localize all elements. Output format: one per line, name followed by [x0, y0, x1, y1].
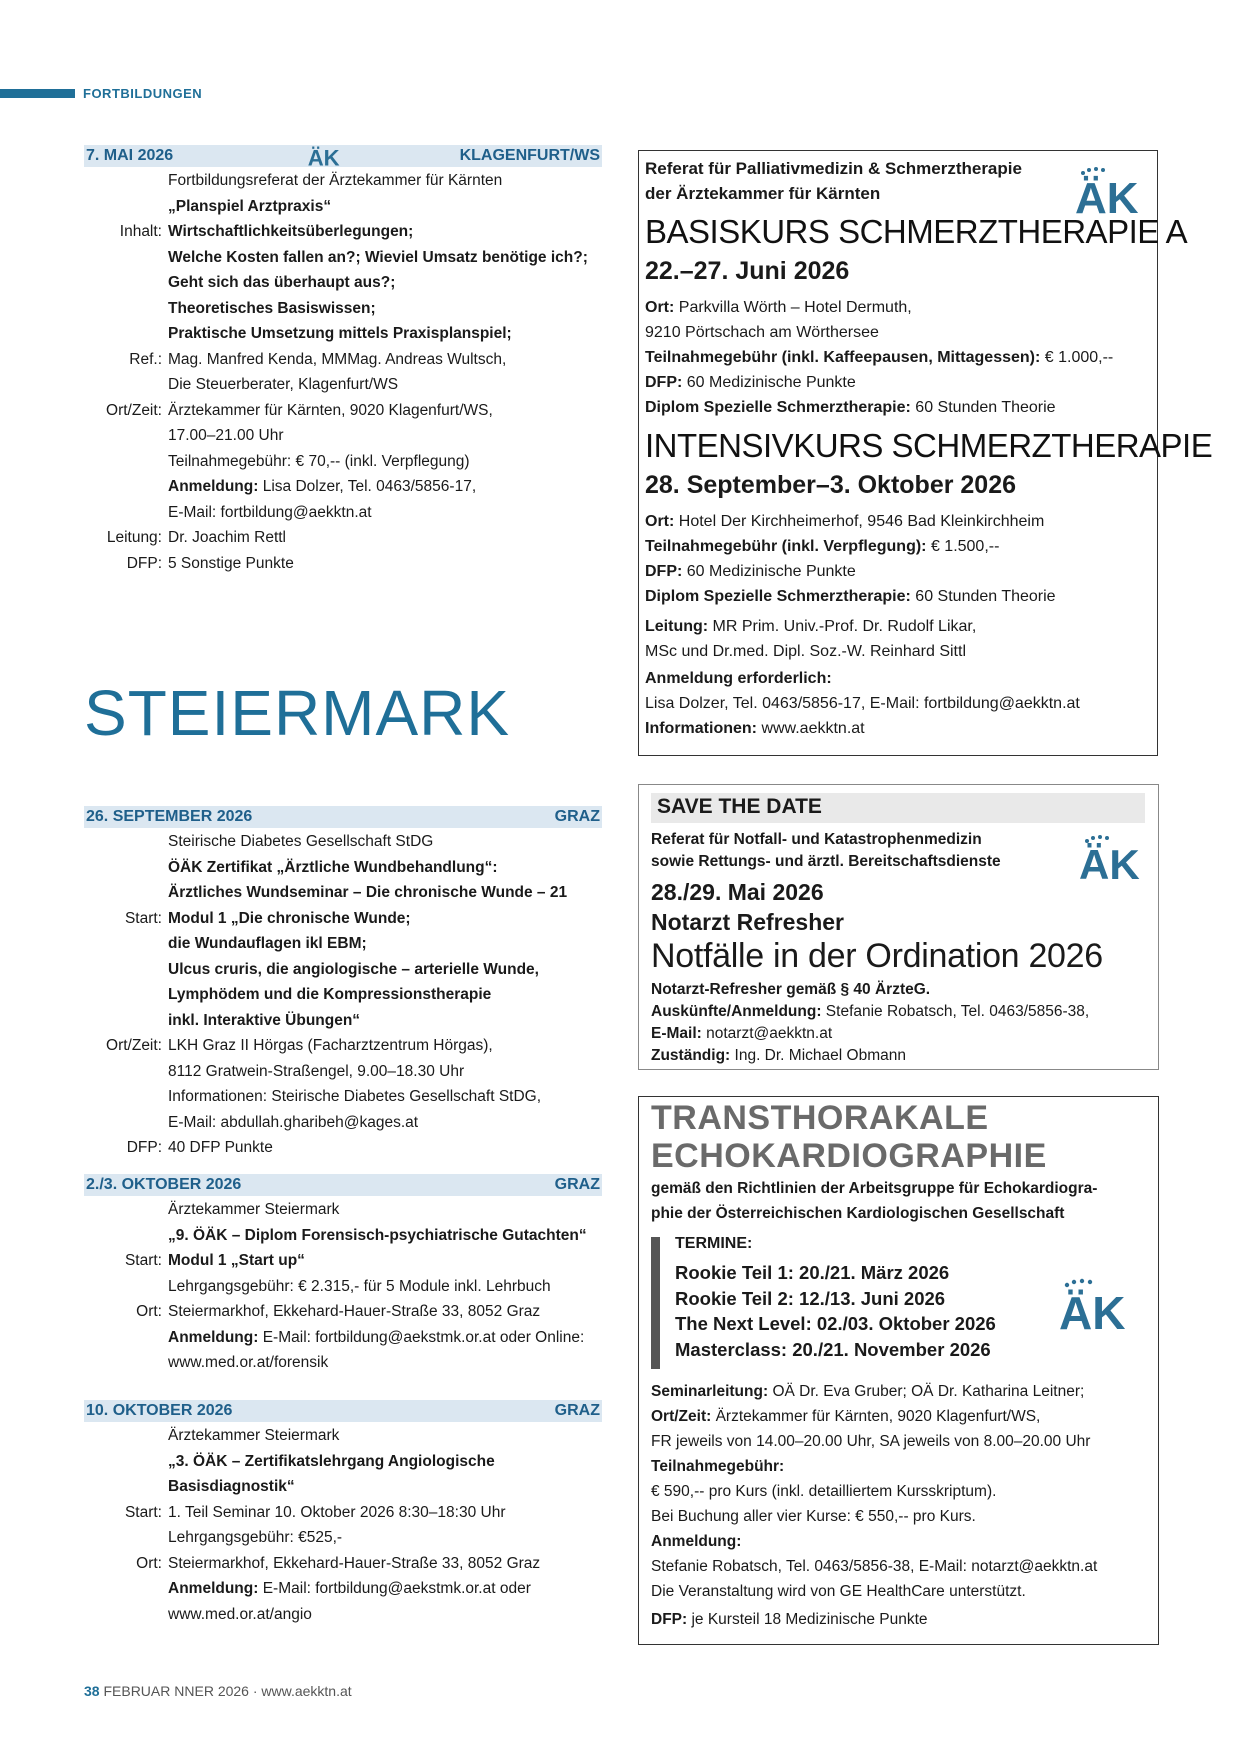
subtitle-line1: gemäß den Richtlinien der Arbeitsgruppe für Echokardiogra-	[651, 1180, 1098, 1197]
event-date: 28./29. Mai 2026	[651, 879, 824, 905]
detail-label	[84, 1008, 168, 1034]
detail-label	[84, 372, 168, 398]
detail-value: Steiermarkhof, Ekkehard-Hauer-Straße 33, 8052 Graz	[168, 1303, 541, 1320]
detail-value: ÖÄK Zertifikat „Ärztliche Wundbehandlung“:	[168, 858, 498, 876]
detail-label	[84, 423, 168, 449]
detail-row	[84, 982, 604, 1008]
diplom-intensiv: Diplom Spezielle Schmerztherapie: 60 Stunden Theorie	[645, 588, 1056, 605]
termin-item: Masterclass: 20./21. November 2026	[675, 1338, 991, 1360]
refresher-note: Notarzt-Refresher gemäß § 40 ÄrzteG.	[651, 981, 931, 998]
aek-logo-icon	[1055, 1277, 1129, 1333]
detail-row	[84, 423, 604, 449]
detail-value: 40 DFP Punkte	[168, 1139, 273, 1156]
anmeldung-label: Anmeldung:	[651, 1533, 742, 1550]
event-date: 7. MAI 2026	[86, 147, 174, 164]
detail-value: Anmeldung: Lisa Dolzer, Tel. 0463/5856-17,	[168, 478, 477, 495]
detail-row	[84, 1551, 604, 1577]
course-title-intensiv: INTENSIVKURS SCHMERZTHERAPIE	[645, 427, 1213, 464]
event-header-2	[84, 1174, 602, 1196]
page-number: 38	[84, 1683, 100, 1699]
detail-value: Ärztliches Wundseminar – Die chronische Wunde – 21	[168, 884, 568, 901]
detail-row	[84, 1274, 604, 1300]
detail-row	[84, 372, 604, 398]
detail-value: Praktische Umsetzung mittels Praxisplanspiel;	[168, 325, 512, 342]
detail-label	[84, 931, 168, 957]
detail-label	[84, 1110, 168, 1136]
echokardiographie-box	[638, 1096, 1159, 1645]
detail-label: Start:	[124, 909, 162, 927]
detail-label	[84, 1059, 168, 1085]
fee-label: Teilnahmegebühr:	[651, 1458, 785, 1475]
leitung-line2: MSc und Dr.med. Dipl. Soz.-W. Reinhard Sittl	[645, 643, 966, 660]
detail-row	[84, 449, 604, 475]
detail-value: Steirische Diabetes Gesellschaft StDG	[168, 833, 434, 850]
detail-value: Fortbildungsreferat der Ärztekammer für Kärnten	[168, 172, 503, 189]
detail-label	[84, 829, 168, 855]
detail-label	[84, 1223, 168, 1249]
detail-row	[84, 398, 604, 424]
event-details-1	[84, 829, 604, 1161]
detail-row	[84, 1008, 604, 1034]
detail-value: Anmeldung: E-Mail: fortbildung@aekstmk.or.at oder Online:	[168, 1328, 585, 1346]
detail-label	[84, 270, 168, 296]
detail-row	[84, 1525, 604, 1551]
fee-basis: Teilnahmegebühr (inkl. Kaffeepausen, Mittagessen): € 1.000,--	[645, 349, 1114, 366]
detail-label: DFP:	[126, 1139, 162, 1156]
termine-label: TERMINE:	[675, 1235, 753, 1252]
detail-value: LKH Graz II Hörgas (Facharztzentrum Hörgas),	[168, 1037, 493, 1054]
detail-label	[84, 1350, 168, 1376]
email: E-Mail: notarzt@aekktn.at	[651, 1025, 833, 1042]
detail-label	[84, 1274, 168, 1300]
detail-row	[84, 194, 604, 220]
save-the-date-banner: SAVE THE DATE	[651, 793, 1145, 823]
seminarleitung: Seminarleitung: OÄ Dr. Eva Gruber; OÄ Dr. Katharina Leitner;	[651, 1383, 1085, 1400]
event-details-kaernten	[84, 168, 604, 576]
detail-value: Ärztekammer Steiermark	[168, 1201, 340, 1218]
detail-row	[84, 1350, 604, 1376]
detail-label	[84, 296, 168, 322]
detail-label	[84, 1602, 168, 1628]
org-line-1: Referat für Notfall- und Katastrophenmedizin	[651, 831, 982, 848]
detail-label	[84, 880, 168, 906]
informationen: Informationen: www.aekktn.at	[645, 720, 865, 737]
leitung: Leitung: MR Prim. Univ.-Prof. Dr. Rudolf Likar,	[645, 618, 977, 635]
detail-row	[84, 1248, 604, 1274]
termin-item: Rookie Teil 1: 20./21. März 2026	[675, 1262, 950, 1283]
detail-row	[84, 1576, 604, 1602]
detail-value: „3. ÖÄK – Zertifikatslehrgang Angiologische	[168, 1452, 495, 1470]
sponsor-note: Die Veranstaltung wird von GE HealthCare unterstützt.	[651, 1583, 1026, 1600]
detail-label: Ort/Zeit:	[106, 401, 162, 419]
ort-basis-line2: 9210 Pörtschach am Wörthersee	[645, 324, 879, 341]
region-title: STEIERMARK	[84, 677, 511, 749]
detail-label	[84, 194, 168, 220]
detail-label: Start:	[124, 1252, 162, 1269]
event-city: GRAZ	[554, 808, 600, 825]
detail-value: E-Mail: fortbildung@aekktn.at	[168, 503, 372, 521]
detail-row	[84, 168, 604, 194]
svg-text:ÄK: ÄK	[1079, 841, 1140, 883]
detail-row	[84, 1602, 604, 1628]
aek-logo-icon	[1075, 833, 1141, 883]
ort-zeit-line2: FR jeweils von 14.00–20.00 Uhr, SA jeweils von 8.00–20.00 Uhr	[651, 1433, 1091, 1450]
detail-row	[84, 474, 604, 500]
svg-text:ÄK: ÄK	[1059, 1287, 1126, 1333]
detail-value: die Wundauflagen ikl EBM;	[168, 935, 367, 952]
detail-row	[84, 1325, 604, 1351]
detail-row	[84, 855, 604, 881]
detail-value: 1. Teil Seminar 10. Oktober 2026 8:30–18:30 Uhr	[168, 1503, 506, 1521]
detail-value: Anmeldung: E-Mail: fortbildung@aekstmk.or.at oder	[168, 1580, 531, 1597]
detail-row	[84, 347, 604, 373]
detail-row	[84, 1423, 604, 1449]
org-line-2: der Ärztekammer für Kärnten	[645, 184, 881, 203]
course-date-intensiv: 28. September–3. Oktober 2026	[645, 471, 1017, 499]
footer-text: FEBRUAR NNER 2026 · www.aekktn.at	[99, 1683, 352, 1699]
termin-item: Rookie Teil 2: 12./13. Juni 2026	[675, 1287, 946, 1309]
detail-value: Modul 1 „Die chronische Wunde;	[168, 909, 411, 927]
detail-row	[84, 829, 604, 855]
detail-value: E-Mail: abdullah.gharibeh@kages.at	[168, 1113, 419, 1131]
detail-label	[84, 321, 168, 347]
detail-value: Ulcus cruris, die angiologische – arterielle Wunde,	[168, 960, 539, 978]
detail-value: Lehrgangsgebühr: €525,-	[168, 1529, 343, 1546]
page-footer	[84, 1683, 352, 1699]
detail-value: Ärztekammer Steiermark	[168, 1427, 340, 1444]
zustaendig: Zuständig: Ing. Dr. Michael Obmann	[651, 1047, 906, 1064]
event-details-3	[84, 1423, 604, 1627]
detail-row	[84, 906, 604, 932]
dfp: DFP: je Kursteil 18 Medizinische Punkte	[651, 1611, 928, 1628]
detail-value: Steiermarkhof, Ekkehard-Hauer-Straße 33, 8052 Graz	[168, 1554, 541, 1572]
detail-label: Ort/Zeit:	[106, 1037, 162, 1054]
schmerztherapie-box	[638, 150, 1213, 756]
event-date: 26. SEPTEMBER 2026	[86, 808, 253, 825]
detail-label: Ort:	[136, 1554, 162, 1572]
detail-label: Ort:	[136, 1303, 162, 1320]
detail-label	[84, 1576, 168, 1602]
event-date: 2./3. OKTOBER 2026	[86, 1176, 242, 1193]
detail-label	[84, 1325, 168, 1351]
detail-label	[84, 1474, 168, 1500]
detail-row	[84, 1299, 604, 1325]
detail-label	[84, 1197, 168, 1223]
detail-value: Mag. Manfred Kenda, MMMag. Andreas Wultsch,	[168, 350, 507, 368]
detail-row	[84, 296, 604, 322]
detail-value: 17.00–21.00 Uhr	[168, 427, 284, 444]
event-city: GRAZ	[554, 1176, 600, 1193]
fee-line1: € 590,-- pro Kurs (inkl. detailliertem Kursskriptum).	[651, 1483, 997, 1500]
fee-line2: Bei Buchung aller vier Kurse: € 550,-- pro Kurs.	[651, 1508, 976, 1525]
detail-value: inkl. Interaktive Übungen“	[168, 1011, 361, 1029]
aek-logo-icon	[306, 143, 340, 169]
event-details-2	[84, 1197, 604, 1376]
detail-row	[84, 1059, 604, 1085]
detail-label: DFP:	[126, 554, 162, 572]
detail-label	[84, 957, 168, 983]
detail-row	[84, 1110, 604, 1136]
org-line-2: sowie Rettungs- und ärztl. Bereitschaftsdienste	[651, 853, 1001, 870]
detail-row	[84, 525, 604, 551]
save-the-date-box	[638, 784, 1159, 1070]
detail-label	[84, 855, 168, 881]
detail-value: Lehrgangsgebühr: € 2.315,- für 5 Module inkl. Lehrbuch	[168, 1277, 551, 1295]
termine-accent-bar	[651, 1237, 660, 1369]
detail-value: 8112 Gratwein-Straßengel, 9.00–18.30 Uhr	[168, 1062, 465, 1080]
detail-row	[84, 245, 604, 271]
detail-row	[84, 1084, 604, 1110]
detail-label	[84, 982, 168, 1008]
detail-value: Geht sich das überhaupt aus?;	[168, 274, 396, 291]
detail-row	[84, 1033, 604, 1059]
detail-row	[84, 270, 604, 296]
detail-value: www.med.or.at/angio	[168, 1605, 312, 1623]
svg-text:ÄK: ÄK	[307, 145, 340, 169]
detail-label: Ref.:	[129, 350, 162, 368]
ort-basis: Ort: Parkvilla Wörth – Hotel Dermuth,	[645, 299, 912, 316]
detail-value: Ärztekammer für Kärnten, 9020 Klagenfurt/WS,	[168, 401, 493, 419]
event-city: KLAGENFURT/WS	[459, 147, 600, 164]
detail-label	[84, 474, 168, 500]
detail-value: Informationen: Steirische Diabetes Gesellschaft StDG,	[168, 1088, 542, 1105]
detail-value: Teilnahmegebühr: € 70,-- (inkl. Verpflegung)	[168, 452, 470, 470]
detail-row	[84, 219, 604, 245]
ort-intensiv: Ort: Hotel Der Kirchheimerhof, 9546 Bad Kleinkirchheim	[645, 513, 1045, 530]
detail-value: Modul 1 „Start up“	[168, 1252, 305, 1269]
detail-row	[84, 880, 604, 906]
detail-label	[84, 245, 168, 271]
detail-value: 5 Sonstige Punkte	[168, 554, 294, 572]
detail-row	[84, 1474, 604, 1500]
dfp-basis: DFP: 60 Medizinische Punkte	[645, 374, 856, 391]
detail-row	[84, 1135, 604, 1161]
detail-label	[84, 1525, 168, 1551]
anmeldung-label: Anmeldung erforderlich:	[645, 670, 832, 687]
event-header-1	[84, 806, 602, 828]
event-date: 10. OKTOBER 2026	[86, 1402, 233, 1419]
event-title: Notfälle in der Ordination 2026	[651, 937, 1103, 975]
detail-label	[84, 500, 168, 526]
event-city: GRAZ	[554, 1402, 600, 1419]
detail-value: Wirtschaftlichkeitsüberlegungen;	[168, 223, 414, 240]
auskuenfte: Auskünfte/Anmeldung: Stefanie Robatsch, Tel. 0463/5856-38,	[651, 1003, 1090, 1020]
anmeldung-contact: Stefanie Robatsch, Tel. 0463/5856-38, E-Mail: notarzt@aekktn.at	[651, 1558, 1098, 1575]
detail-value: „Planspiel Arztpraxis“	[168, 197, 332, 215]
course-title-basis: BASISKURS SCHMERZTHERAPIE A	[645, 213, 1188, 250]
diplom-basis: Diplom Spezielle Schmerztherapie: 60 Stunden Theorie	[645, 399, 1056, 416]
course-title-line1: TRANSTHORAKALE	[651, 1099, 989, 1137]
anmeldung-contact: Lisa Dolzer, Tel. 0463/5856-17, E-Mail: fortbildung@aekktn.at	[645, 695, 1080, 712]
subtitle-line2: phie der Österreichischen Kardiologischen Gesellschaft	[651, 1205, 1065, 1222]
aek-logo-icon	[1071, 165, 1141, 217]
detail-label	[84, 168, 168, 194]
ort-zeit: Ort/Zeit: Ärztekammer für Kärnten, 9020 Klagenfurt/WS,	[651, 1408, 1041, 1425]
detail-row	[84, 931, 604, 957]
detail-row	[84, 500, 604, 526]
detail-value: www.med.or.at/forensik	[168, 1354, 329, 1371]
detail-value: Welche Kosten fallen an?; Wieviel Umsatz benötige ich?;	[168, 248, 588, 266]
detail-row	[84, 1197, 604, 1223]
detail-row	[84, 957, 604, 983]
fee-intensiv: Teilnahmegebühr (inkl. Verpflegung): € 1.500,--	[645, 538, 1000, 555]
detail-label	[84, 1423, 168, 1449]
detail-label: Start:	[124, 1503, 162, 1521]
detail-row	[84, 1500, 604, 1526]
event-header-kaernten	[84, 145, 602, 167]
course-date-basis: 22.–27. Juni 2026	[645, 257, 850, 285]
detail-value: Basisdiagnostik“	[168, 1478, 295, 1495]
section-marker-bar	[0, 89, 75, 98]
detail-label	[84, 1084, 168, 1110]
detail-value: „9. ÖÄK – Diplom Forensisch-psychiatrische Gutachten“	[168, 1226, 587, 1244]
detail-value: Theoretisches Basiswissen;	[168, 299, 376, 317]
detail-value: Die Steuerberater, Klagenfurt/WS	[168, 376, 399, 393]
detail-value: Dr. Joachim Rettl	[168, 529, 287, 546]
detail-value: Lymphödem und die Kompressionstherapie	[168, 986, 492, 1003]
termine-list	[675, 1260, 996, 1362]
detail-row	[84, 1449, 604, 1475]
event-subtitle: Notarzt Refresher	[651, 909, 844, 935]
detail-label: Inhalt:	[119, 223, 162, 240]
termin-item: The Next Level: 02./03. Oktober 2026	[675, 1313, 996, 1334]
detail-label	[84, 1449, 168, 1475]
detail-label	[84, 449, 168, 475]
org-line-1: Referat für Palliativmedizin & Schmerztherapie	[645, 159, 1022, 178]
detail-row	[84, 551, 604, 577]
svg-text:ÄK: ÄK	[1075, 174, 1139, 217]
section-label: FORTBILDUNGEN	[83, 86, 203, 101]
dfp-intensiv: DFP: 60 Medizinische Punkte	[645, 563, 856, 580]
detail-row	[84, 1223, 604, 1249]
event-header-3	[84, 1400, 602, 1422]
detail-row	[84, 321, 604, 347]
course-title-line2: ECHOKARDIOGRAPHIE	[651, 1137, 1047, 1175]
detail-label: Leitung:	[106, 529, 162, 546]
